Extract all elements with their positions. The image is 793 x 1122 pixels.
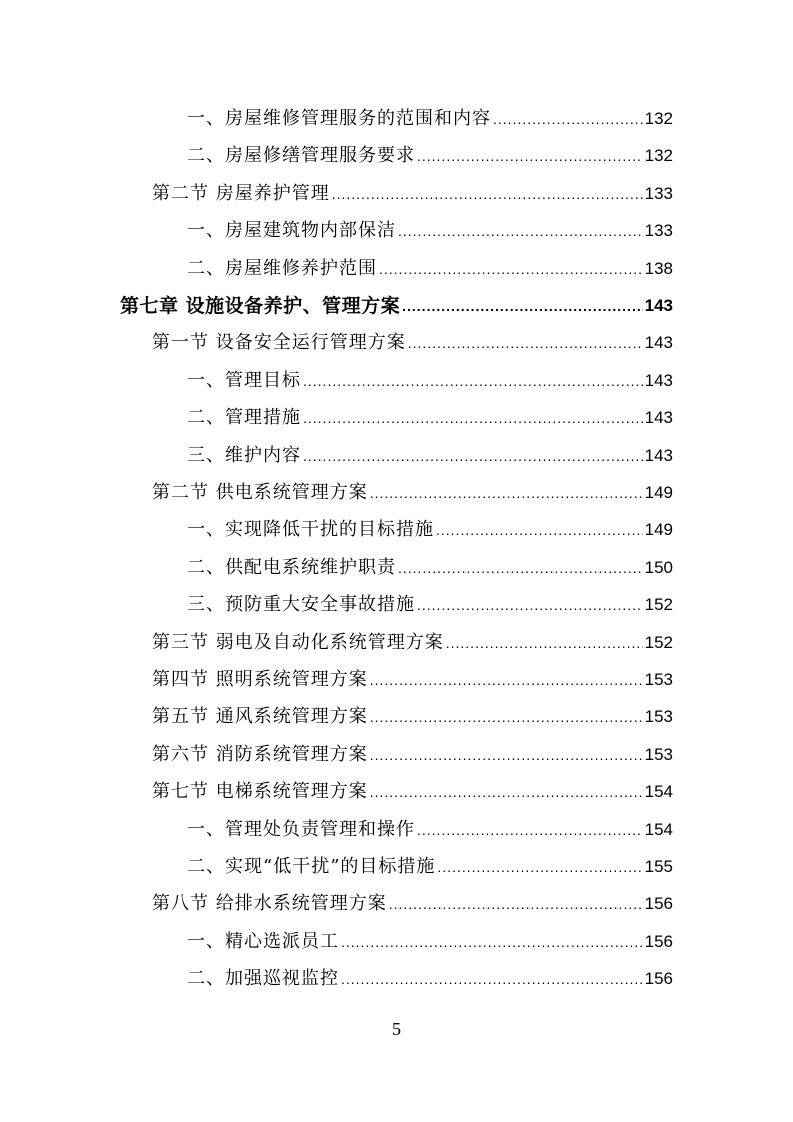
toc-entry[interactable] — [187, 212, 673, 242]
toc-entry[interactable] — [187, 811, 673, 841]
toc-dot-leader — [402, 295, 643, 317]
toc-entry-title: 第八节 给排水系统管理方案 — [152, 893, 387, 915]
toc-entry-page: 155 — [644, 857, 673, 876]
toc-entry-page: 156 — [644, 969, 673, 989]
toc-dot-leader — [398, 557, 643, 579]
toc-entry[interactable] — [187, 848, 673, 878]
toc-entry-page: 152 — [644, 632, 673, 652]
toc-entry-title: 第五节 通风系统管理方案 — [152, 706, 368, 728]
toc-entry[interactable] — [187, 960, 673, 990]
toc-dot-leader — [437, 856, 642, 878]
toc-dot-leader — [417, 145, 643, 167]
toc-entry[interactable] — [187, 511, 673, 541]
toc-dot-leader — [370, 744, 643, 766]
toc-entry-title: 一、实现降低干扰的目标措施 — [187, 519, 434, 541]
toc-entry[interactable] — [152, 698, 673, 728]
page-number: 5 — [392, 1019, 401, 1039]
toc-dot-leader — [370, 482, 643, 504]
toc-dot-leader — [303, 370, 643, 392]
toc-dot-leader — [303, 445, 643, 467]
toc-dot-leader — [341, 968, 643, 990]
toc-entry[interactable] — [120, 287, 673, 317]
toc-entry-page: 143 — [644, 370, 673, 390]
toc-entry[interactable] — [152, 324, 673, 354]
toc-entry-page: 156 — [644, 894, 673, 914]
toc-entry-page: 149 — [644, 520, 673, 540]
toc-entry-title: 一、房屋维修管理服务的范围和内容 — [187, 108, 491, 129]
toc-entry-page: 143 — [644, 445, 673, 465]
toc-entry-title: 第一节 设备安全运行管理方案 — [152, 332, 406, 354]
toc-dot-leader — [379, 258, 643, 280]
toc-entry-title: 第四节 照明系统管理方案 — [152, 669, 368, 690]
toc-entry[interactable] — [187, 137, 673, 167]
toc-entry[interactable] — [187, 923, 673, 953]
toc-dot-leader — [398, 220, 643, 242]
toc-entry-title: 一、管理目标 — [187, 369, 301, 391]
toc-dot-leader — [341, 931, 643, 953]
toc-entry[interactable] — [152, 773, 673, 803]
toc-entry[interactable] — [187, 437, 673, 467]
toc-entry-page: 153 — [644, 744, 673, 764]
toc-entry-title: 三、预防重大安全事故措施 — [187, 594, 415, 616]
toc-entry-page: 152 — [644, 595, 673, 615]
toc-entry-title: 二、实现“低干扰”的目标措施 — [187, 856, 436, 877]
toc-dot-leader — [370, 669, 643, 691]
toc-entry[interactable] — [187, 399, 673, 429]
toc-entry[interactable] — [152, 175, 673, 205]
toc-entry-page: 156 — [644, 931, 673, 951]
toc-entry[interactable] — [152, 885, 673, 915]
toc-entry-page: 153 — [644, 670, 673, 689]
toc-dot-leader — [436, 519, 643, 541]
toc-entry-title: 二、供配电系统维护职责 — [187, 556, 396, 578]
toc-entry-page: 153 — [644, 707, 673, 727]
toc-dot-leader — [493, 108, 643, 130]
toc-entry-title: 二、加强巡视监控 — [187, 968, 339, 990]
toc-entry-title: 第七节 电梯系统管理方案 — [152, 781, 368, 803]
toc-entry[interactable] — [152, 624, 673, 654]
toc-entry[interactable] — [187, 362, 673, 392]
toc-entry-title: 第三节 弱电及自动化系统管理方案 — [152, 631, 444, 653]
toc-entry[interactable] — [152, 736, 673, 766]
toc-entry[interactable] — [152, 661, 673, 691]
toc-entry-title: 第七章 设施设备养护、管理方案 — [120, 295, 401, 317]
toc-entry-title: 三、维护内容 — [187, 444, 301, 466]
toc-dot-leader — [389, 893, 643, 915]
toc-dot-leader — [408, 332, 643, 354]
toc-entry[interactable] — [152, 474, 673, 504]
toc-entry-title: 第六节 消防系统管理方案 — [152, 743, 368, 765]
toc-dot-leader — [370, 781, 643, 803]
toc-entry-page: 143 — [644, 408, 673, 428]
toc-dot-leader — [417, 819, 643, 841]
toc-dot-leader — [446, 632, 643, 654]
toc-entry-title: 二、房屋修缮管理服务要求 — [187, 145, 415, 167]
toc-entry[interactable] — [187, 250, 673, 280]
toc-entry-page: 149 — [644, 483, 673, 502]
toc-entry-title: 二、管理措施 — [187, 407, 301, 429]
toc-entry[interactable] — [187, 100, 673, 130]
toc-entry-page: 132 — [644, 146, 673, 166]
toc-entry-title: 一、房屋建筑物内部保洁 — [187, 220, 396, 242]
toc-entry-page: 133 — [644, 221, 673, 241]
toc-entry-page: 138 — [644, 258, 673, 278]
toc-entry-page: 150 — [644, 557, 673, 577]
toc-entry-title: 二、房屋维修养护范围 — [187, 257, 377, 279]
toc-entry[interactable] — [187, 549, 673, 579]
toc-entry-title: 一、管理处负责管理和操作 — [187, 818, 415, 840]
toc-dot-leader — [303, 407, 643, 429]
toc-entry-page: 154 — [644, 782, 673, 802]
toc-entry-page: 133 — [644, 183, 673, 203]
toc-entry-title: 第二节 房屋养护管理 — [152, 182, 330, 204]
toc-entry-title: 第二节 供电系统管理方案 — [152, 482, 368, 503]
toc-entry-page: 154 — [644, 819, 673, 839]
toc-entry-page: 143 — [644, 333, 673, 353]
toc-entry-page: 132 — [644, 109, 673, 128]
toc-entry-page: 143 — [644, 296, 673, 315]
toc-dot-leader — [417, 594, 643, 616]
toc-dot-leader — [370, 706, 643, 728]
toc-dot-leader — [332, 183, 643, 205]
toc-entry-title: 一、精心选派员工 — [187, 930, 339, 952]
toc-entry[interactable] — [187, 586, 673, 616]
